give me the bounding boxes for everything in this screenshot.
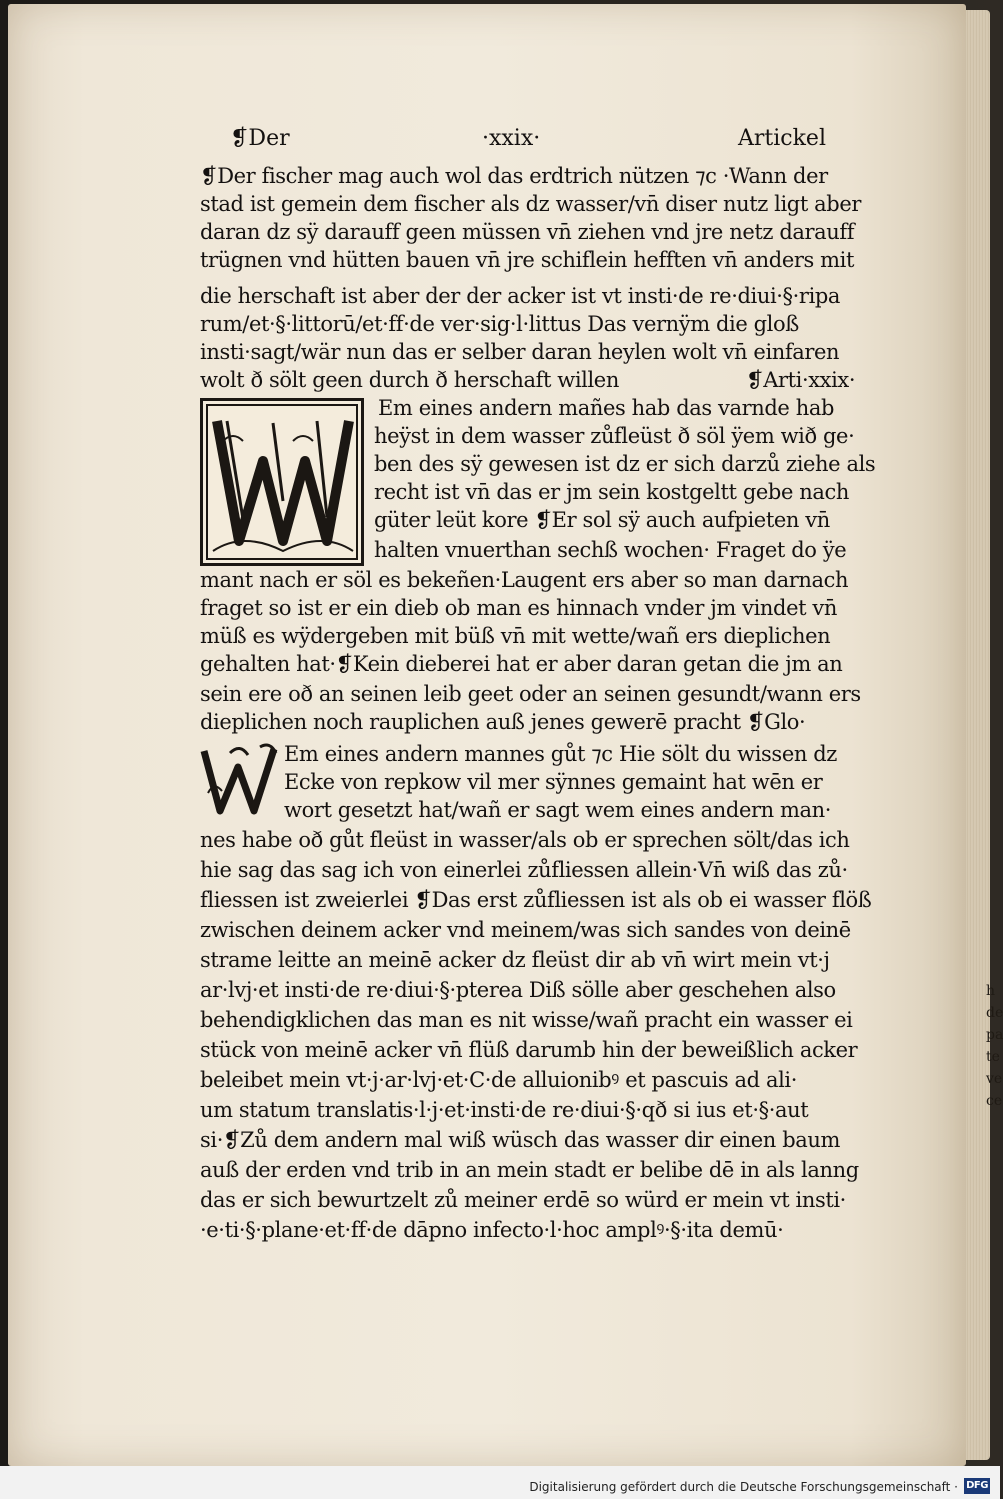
fragment-line: ve xyxy=(986,1071,1003,1087)
text-line: Ecke von repkow vil mer sÿnnes gemaint hat wēn er xyxy=(284,770,823,794)
decorated-initial-w xyxy=(200,398,364,566)
header-folio: ·xxix· xyxy=(482,126,541,151)
text-line: sein ere oð an seinen leib geet oder an seinen gesundt/wann ers xyxy=(200,682,861,706)
fragment-line: h xyxy=(986,983,996,999)
header-right: Artickel xyxy=(738,126,826,151)
text-line: daran dz sÿ darauff geen müssen vn̄ ziehen vnd jre netz darauff xyxy=(200,220,855,244)
text-line: stück von meinē acker vn̄ flüß darumb hin der beweißlich acker xyxy=(200,1038,858,1062)
fragment-line: ce xyxy=(986,1093,1003,1109)
text-line: strame leitte an meinē acker dz fleüst dir ab vn̄ wirt mein vt·j xyxy=(200,948,830,972)
text-line: heÿst in dem wasser zůfleüst ð söl ÿem wið ge· xyxy=(374,424,855,448)
text-line: behendigklichen das man es nit wisse/wañ pracht ein wasser ei xyxy=(200,1008,853,1032)
text-line: nes habe oð gůt fleüst in wasser/als ob er sprechen sölt/das ich xyxy=(200,828,850,852)
fragment-line: de xyxy=(986,1005,1003,1021)
text-line: güter leüt kore ❡Er sol sÿ auch aufpieten vn̄ xyxy=(374,508,830,532)
text-line: dieplichen noch rauplichen auß jenes gewerē pracht ❡Glo· xyxy=(200,710,806,734)
text-line: ❡Der fischer mag auch wol das erdtrich nützen ⁊c ·Wann der xyxy=(200,164,828,188)
article-marker: ❡Arti·xxix· xyxy=(746,368,856,392)
text-line: um statum translatis·l·j·et·insti·de re·diui·§·qð si ius et·§·aut xyxy=(200,1098,809,1122)
small-initial-w xyxy=(200,741,280,821)
text-line: ben des sÿ gewesen ist dz er sich darzů ziehe als xyxy=(374,452,876,476)
text-line: mant nach er söl es bekeñen·Laugent ers aber so man darnach xyxy=(200,568,849,592)
page-edges xyxy=(966,10,990,1460)
text-line: ar·lvj·et insti·de re·diui·§·pterea Diß sölle aber geschehen also xyxy=(200,978,836,1002)
text-line: das er sich bewurtzelt zů meiner erdē so würd er mein vt insti· xyxy=(200,1188,846,1212)
text-line: insti·sagt/wär nun das er selber daran heylen wolt vn̄ einfaren xyxy=(200,340,840,364)
text-line: müß es wÿdergeben mit büß vn̄ mit wette/wañ ers dieplichen xyxy=(200,624,831,648)
fragment-line: te xyxy=(986,1049,1000,1065)
text-line: fliessen ist zweierlei ❡Das erst zůfliessen ist als ob ei wasser flöß xyxy=(200,888,872,912)
initial-w-glyph xyxy=(203,401,361,563)
text-line: fraget so ist er ein dieb ob man es hinnach vnder jm vindet vn̄ xyxy=(200,596,838,620)
text-line: auß der erden vnd trib in an mein stadt er belibe dē in als lanng xyxy=(200,1158,859,1182)
footer-credit: Digitalisierung gefördert durch die Deutsche Forschungsgemeinschaft · xyxy=(529,1480,958,1494)
text-line: stad ist gemein dem fischer als dz wasser/vn̄ diser nutz ligt aber xyxy=(200,192,861,216)
text-line: Em eines andern mañes hab das varnde hab xyxy=(378,396,835,420)
text-line: halten vnuerthan sechß wochen· Fraget do ÿe xyxy=(374,538,847,562)
text-line: si·❡Zů dem andern mal wiß wüsch das wasser dir einen baum xyxy=(200,1128,841,1152)
text-line: beleibet mein vt·j·ar·lvj·et·C·de alluionibꝰ et pascuis ad ali· xyxy=(200,1068,797,1092)
dfg-logo: DFG xyxy=(964,1478,990,1494)
next-page-fragment xyxy=(986,980,1003,1200)
text-line: gehalten hat·❡Kein dieberei hat er aber daran getan die jm an xyxy=(200,652,843,676)
text-line: trügnen vnd hütten bauen vn̄ jre schiflein hefften vn̄ anders mit xyxy=(200,248,855,272)
text-line: die herschaft ist aber der der acker ist vt insti·de re·diui·§·ripa xyxy=(200,284,841,308)
text-line: recht ist vn̄ das er jm sein kostgeltt gebe nach xyxy=(374,480,849,504)
text-line: zwischen deinem acker vnd meinem/was sich sandes von deinē xyxy=(200,918,851,942)
text-line: ·e·ti·§·plane·et·ff·de dāpno infecto·l·hoc amplꝰ·§·ita demū· xyxy=(200,1218,784,1242)
header-left: ❡Der xyxy=(230,126,290,151)
fragment-line: pa xyxy=(986,1027,1003,1043)
running-header xyxy=(230,126,826,156)
text-line: rum/et·§·littorū/et·ff·de ver·sig·l·littus Das vernÿm die gloß xyxy=(200,312,799,336)
text-line: hie sag das sag ich von einerlei zůfliessen allein·Vn̄ wiß das zů· xyxy=(200,858,848,882)
text-line: wolt ð sölt geen durch ð herschaft willen xyxy=(200,368,619,392)
text-line: Em eines andern mannes gůt ⁊c Hie sölt du wissen dz xyxy=(284,742,837,766)
text-line: wort gesetzt hat/wañ er sagt wem eines andern man· xyxy=(284,798,832,822)
small-w-glyph xyxy=(200,741,280,821)
